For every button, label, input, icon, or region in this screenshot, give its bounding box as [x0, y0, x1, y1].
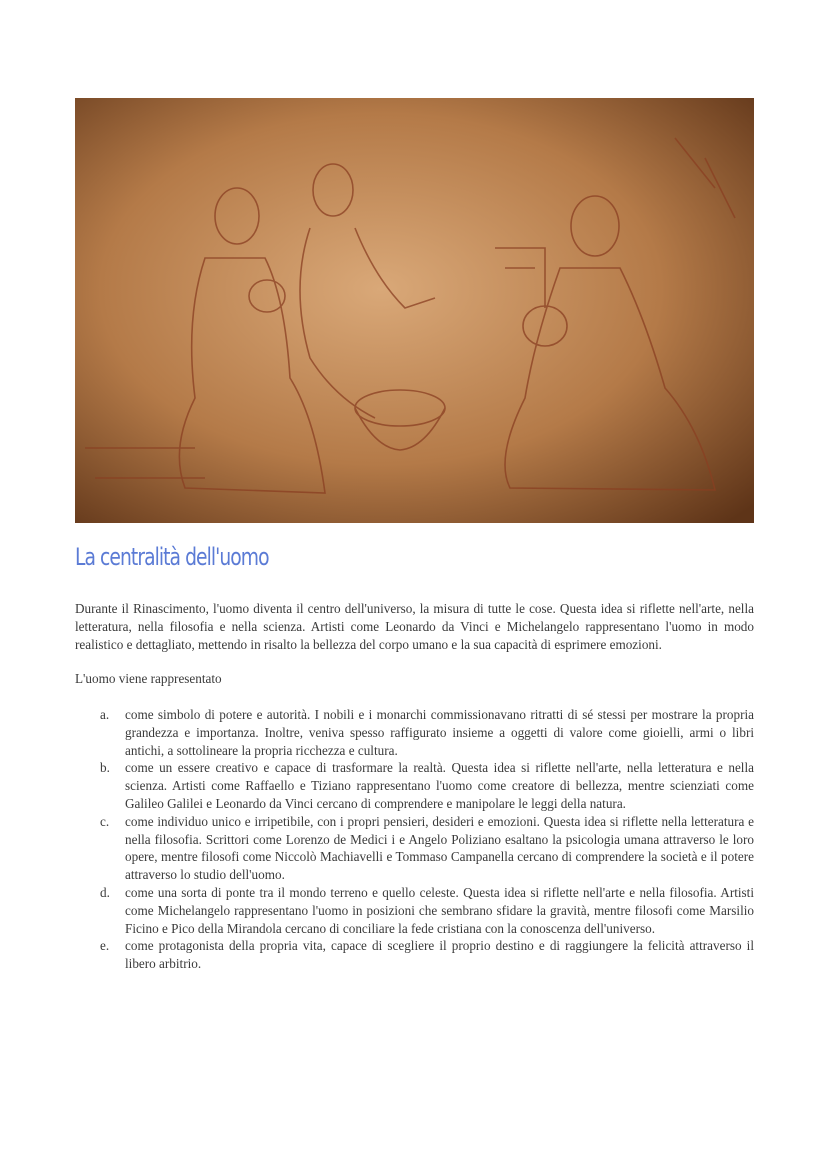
fresco-illustration [75, 98, 754, 523]
list-item [75, 884, 754, 937]
list-item [75, 759, 754, 812]
page-title: La centralità dell'uomo [75, 543, 269, 571]
representation-list [75, 706, 754, 973]
list-item-text: come un essere creativo e capace di trasformare la realtà. Questa idea si riflette nell'arte, nella letteratura e nella scienza. Artisti come Raffaello e Tiziano rappresentano l'uomo come creatore di bellezza, mentre scienziati come Galileo Galilei e Leonardo da Vinci cercano di comprendere e manipolare le leggi della natura. [125, 760, 754, 811]
list-item-text: come individuo unico e irripetibile, con i propri pensieri, desideri e emozioni. Questa idea si riflette nella letteratura e nella filosofia. Scrittori come Lorenzo de Medici i e Angelo Poliziano esaltano la psicologia umana attraverso le loro opere, mentre filosofi come Niccolò Machiavelli e Tommaso Campanella cercano di comprendere la società e il potere attraverso lo studio dell'uomo. [125, 813, 754, 883]
list-marker: b. [100, 760, 110, 776]
list-item-text: come una sorta di ponte tra il mondo terreno e quello celeste. Questa idea si riflette nell'arte e nella filosofia. Artisti come Michelangelo rappresentano l'uomo in posizioni che sembrano sfidare la gravità, mentre filosofi come Marsilio Ficino e Pico della Mirandola cercano di conciliare la fede cristiana con la conoscenza dell'universo. [125, 884, 754, 936]
list-item [75, 813, 754, 884]
list-marker: c. [100, 813, 110, 829]
list-item [75, 937, 754, 973]
renaissance-fresco-image [75, 98, 754, 523]
list-item-text: come simbolo di potere e autorità. I nobili e i monarchi commissionavano ritratti di sé stessi per mostrare la propria grandezza e importanza. Inoltre, veniva spesso raffigurato insieme a oggetti di valore come gioielli, armi o libri antichi, a sottolineare la propria ricchezza e cultura. [125, 707, 754, 758]
list-item [75, 706, 754, 759]
intro-paragraph: Durante il Rinascimento, l'uomo diventa il centro dell'universo, la misura di tutte le cose. Questa idea si riflette nell'arte, nella letteratura, nella filosofia e nella scienza. Artisti come Leonardo da Vinci e Michelangelo rappresentano l'uomo in modo realistico e dettagliato, mettendo in risalto la bellezza del corpo umano e la sua capacità di esprimere emozioni. [75, 601, 754, 652]
list-marker: a. [100, 707, 110, 722]
list-marker: e. [100, 938, 110, 954]
list-lead: L'uomo viene rappresentato [75, 671, 222, 686]
list-item-text: come protagonista della propria vita, capace di scegliere il proprio destino e di raggiungere la felicità attraverso il libero arbitrio. [125, 938, 754, 972]
list-marker: d. [100, 884, 110, 900]
